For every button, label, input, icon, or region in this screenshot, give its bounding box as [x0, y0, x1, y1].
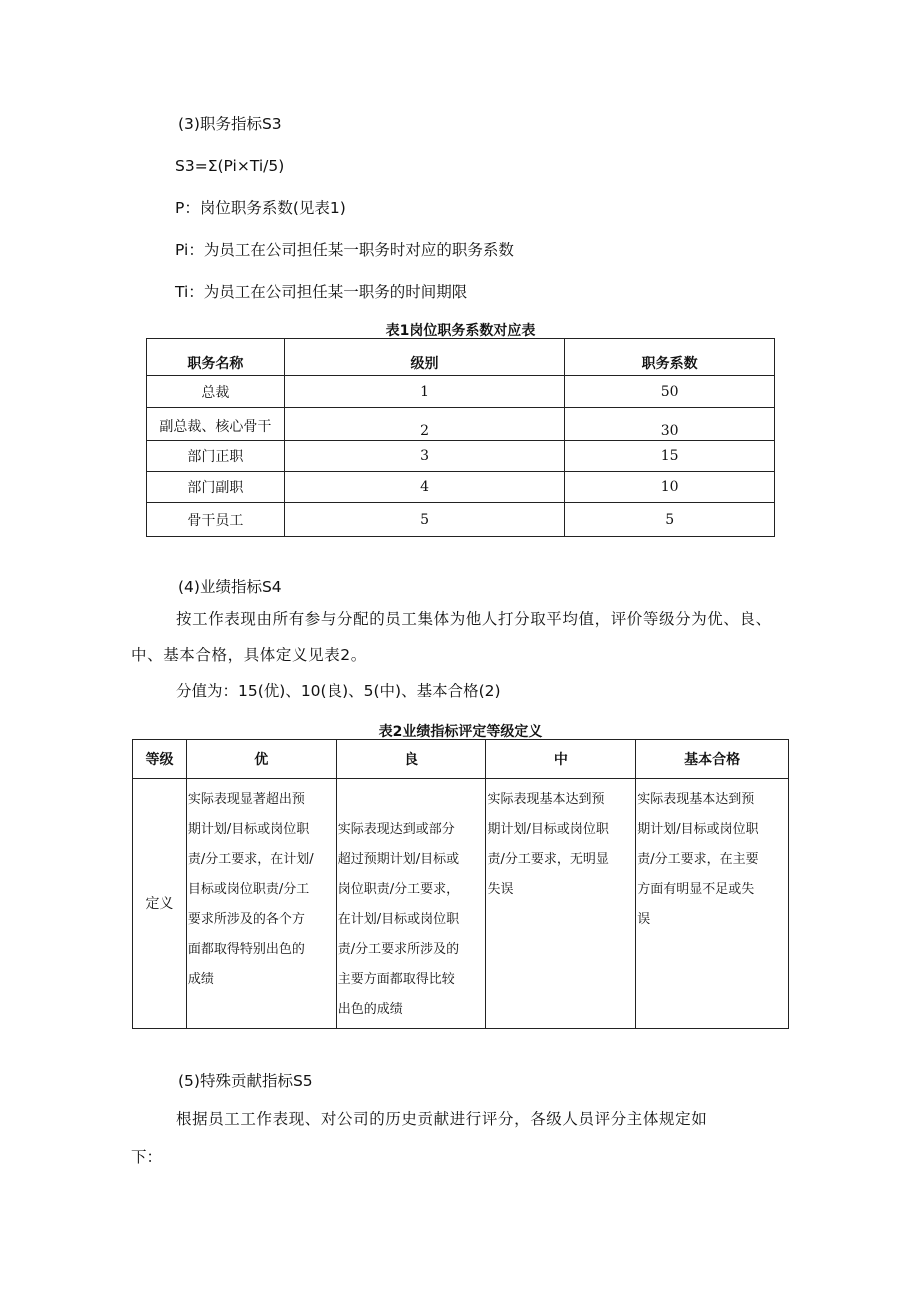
table2-header: 中 [486, 740, 636, 779]
table1-cell: 部门正职 [147, 441, 285, 472]
definition-text: 实际表现基本达到预 期计划/目标或岗位职 责/分工要求，无明显 失误 [487, 792, 609, 897]
s4-scores: 分值为：15(优)、10(良)、5(中)、基本合格(2) [176, 682, 501, 700]
s4-paragraph-line1: 按工作表现由所有参与分配的员工集体为他人打分取平均值，评价等级分为优、良、 [176, 610, 772, 628]
definition-text: 实际表现显著超出预 期计划/目标或岗位职 责/分工要求，在计划/ 目标或岗位职责/分工 要求所涉及的各个方 面都取得特别出色的 成绩 [187, 792, 314, 987]
table-row [133, 779, 789, 1029]
table-row [147, 408, 775, 441]
s3-def-p: P：岗位职务系数(见表1) [175, 199, 346, 217]
table1-header-row [147, 339, 775, 376]
definition-text: 实际表现基本达到预 期计划/目标或岗位职 责/分工要求，在主要 方面有明显不足或失 误 [637, 792, 759, 927]
table2-row-label: 定义 [133, 779, 187, 1029]
s4-heading: (4)业绩指标S4 [178, 578, 282, 596]
table-row [147, 472, 775, 503]
table2-caption: 表2业绩指标评定等级定义 [378, 724, 543, 740]
table2-cell-average [486, 779, 636, 1029]
s3-def-ti: Ti：为员工在公司担任某一职务的时间期限 [175, 283, 468, 301]
table1-cell: 骨干员工 [147, 503, 285, 537]
table1 [146, 338, 775, 537]
table2-header: 基本合格 [636, 740, 789, 779]
s3-heading: (3)职务指标S3 [178, 115, 282, 133]
table1-cell: 1 [284, 376, 565, 408]
table1-cell: 2 [284, 408, 565, 441]
table1-cell: 15 [565, 441, 775, 472]
table-row [147, 441, 775, 472]
table1-cell: 总裁 [147, 376, 285, 408]
s3-formula: S3=Σ(Pi×Ti/5) [175, 157, 285, 175]
table1-header: 级别 [284, 339, 565, 376]
table-row [147, 503, 775, 537]
table1-cell: 10 [565, 472, 775, 503]
definition-text: 实际表现达到或部分 超过预期计划/目标或 岗位职责/分工要求， 在计划/目标或岗位职 责/分工要求所涉及的 主要方面都取得比较 出色的成绩 [337, 822, 460, 1017]
table2-header-row [133, 740, 789, 779]
s5-heading: (5)特殊贡献指标S5 [178, 1072, 313, 1090]
table-row [147, 376, 775, 408]
table2-header: 优 [186, 740, 336, 779]
table2-cell-excellent [186, 779, 336, 1029]
table2-header: 等级 [133, 740, 187, 779]
table2 [132, 739, 789, 1029]
table1-caption: 表1岗位职务系数对应表 [385, 323, 536, 339]
table1-cell: 5 [284, 503, 565, 537]
s5-paragraph-line1: 根据员工工作表现、对公司的历史贡献进行评分，各级人员评分主体规定如 [176, 1110, 708, 1128]
table2-header: 良 [336, 740, 486, 779]
table1-header: 职务系数 [565, 339, 775, 376]
table2-cell-pass [636, 779, 789, 1029]
table1-cell: 部门副职 [147, 472, 285, 503]
table1-cell: 30 [565, 408, 775, 441]
s3-def-pi: Pi：为员工在公司担任某一职务时对应的职务系数 [175, 241, 514, 259]
table2-cell-good [336, 779, 486, 1029]
table1-header: 职务名称 [147, 339, 285, 376]
s5-paragraph-line2: 下： [131, 1148, 163, 1166]
s4-paragraph-line2: 中、基本合格，具体定义见表2。 [131, 646, 367, 664]
table1-cell: 50 [565, 376, 775, 408]
table1-cell: 副总裁、核心骨干 [147, 408, 285, 441]
table1-cell: 3 [284, 441, 565, 472]
table1-cell: 4 [284, 472, 565, 503]
table1-cell: 5 [565, 503, 775, 537]
